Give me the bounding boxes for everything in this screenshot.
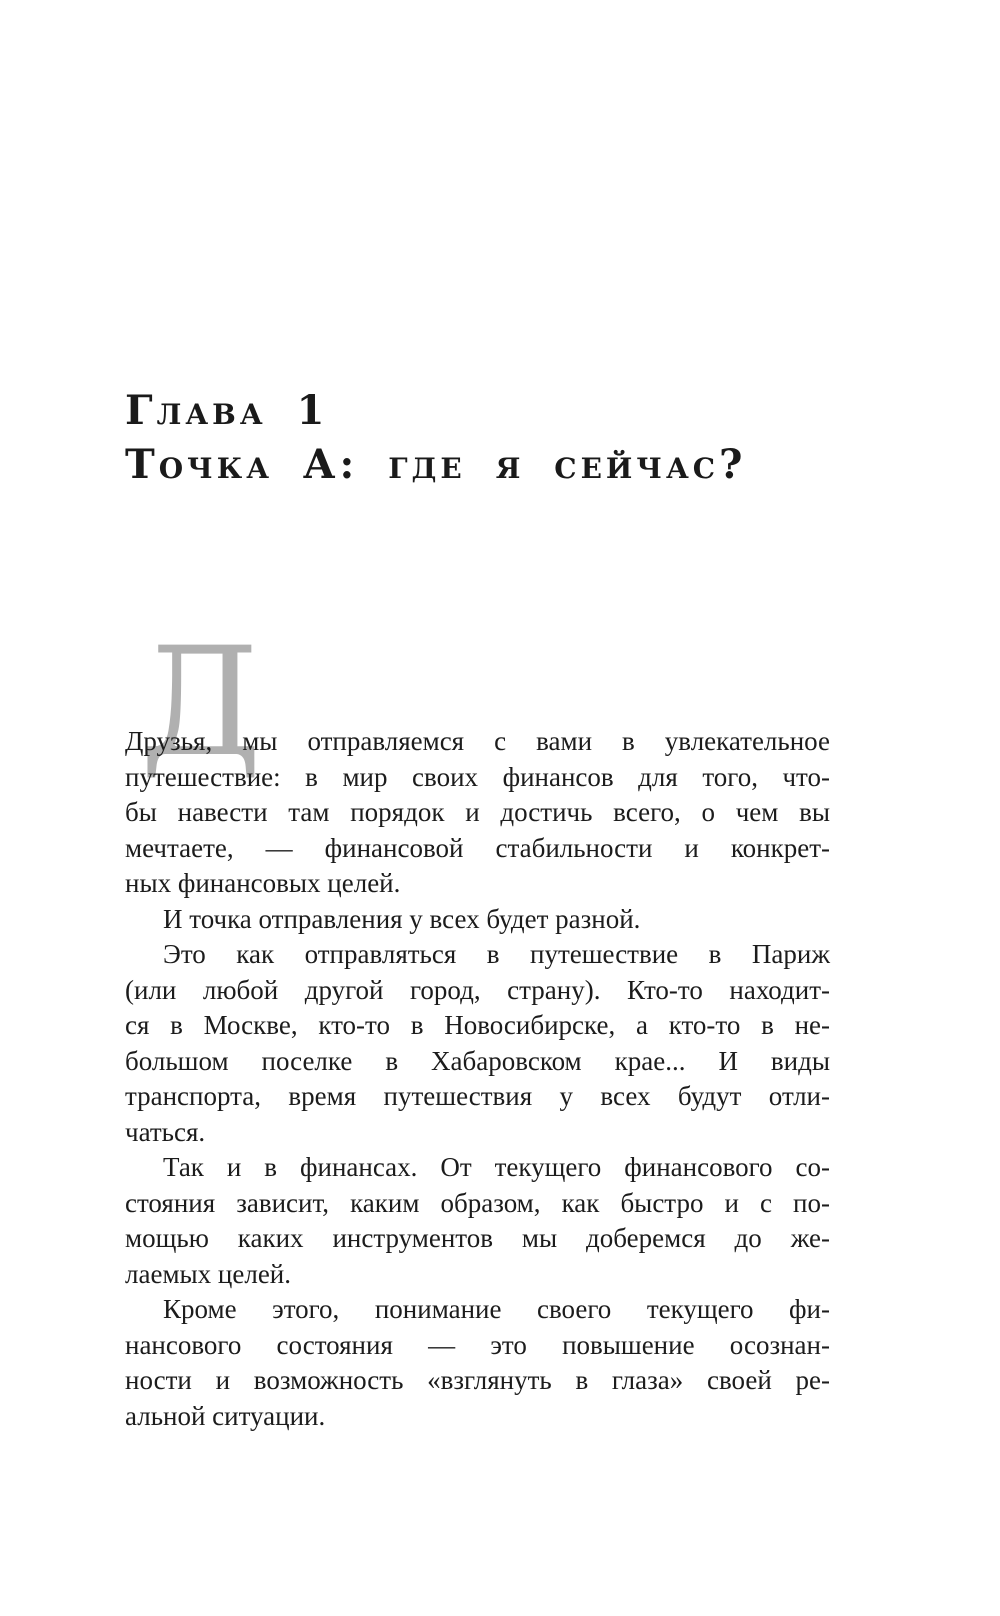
text-line: бы навести там порядок и достичь всего, о чем вы bbox=[125, 797, 830, 827]
body-text bbox=[125, 724, 830, 1434]
chapter-label: Глава 1 bbox=[125, 387, 329, 434]
text-line: Друзья, мы отправляемся с вами в увлекательное bbox=[125, 726, 830, 756]
text-line: Это как отправляться в путешествие в Париж bbox=[163, 939, 830, 969]
text-line: ся в Москве, кто-то в Новосибирске, а кто-то в не- bbox=[125, 1010, 830, 1040]
text-line: альной ситуации. bbox=[125, 1400, 326, 1431]
text-line: нансового состояния — это повышение осознан- bbox=[125, 1329, 830, 1360]
chapter-heading bbox=[125, 384, 885, 492]
paragraph bbox=[125, 1150, 830, 1292]
text-line: ности и возможность «взглянуть в глаза» своей ре- bbox=[125, 1365, 830, 1395]
text-line: мечтаете, — финансовой стабильности и конкрет- bbox=[125, 832, 830, 863]
paragraph bbox=[125, 724, 830, 902]
text-line: большом поселке в Хабаровском крае... И виды bbox=[125, 1045, 830, 1076]
text-line: (или любой другой город, страну). Кто-то находит- bbox=[125, 974, 830, 1005]
text-line: мощью каких инструментов мы доберемся до же- bbox=[125, 1223, 830, 1253]
text-line: ных финансовых целей. bbox=[125, 868, 401, 898]
paragraph bbox=[125, 1292, 830, 1434]
paragraph bbox=[125, 937, 830, 1150]
text-line: путешествие: в мир своих финансов для того, что- bbox=[125, 761, 830, 792]
paragraph bbox=[125, 902, 830, 938]
text-line: чаться. bbox=[125, 1116, 206, 1147]
text-line: Кроме этого, понимание своего текущего фи- bbox=[163, 1294, 830, 1324]
text-line: транспорта, время путешествия у всех будут отли- bbox=[125, 1081, 830, 1111]
text-line: лаемых целей. bbox=[125, 1258, 292, 1289]
drop-cap-letter: Д bbox=[140, 616, 262, 790]
chapter-title: Точка А: где я сейчас? bbox=[125, 441, 747, 488]
text-line: И точка отправления у всех будет разной. bbox=[163, 903, 641, 934]
text-line: Так и в финансах. От текущего финансового со- bbox=[163, 1152, 830, 1182]
text-line: стояния зависит, каким образом, как быстро и с по- bbox=[125, 1187, 830, 1218]
